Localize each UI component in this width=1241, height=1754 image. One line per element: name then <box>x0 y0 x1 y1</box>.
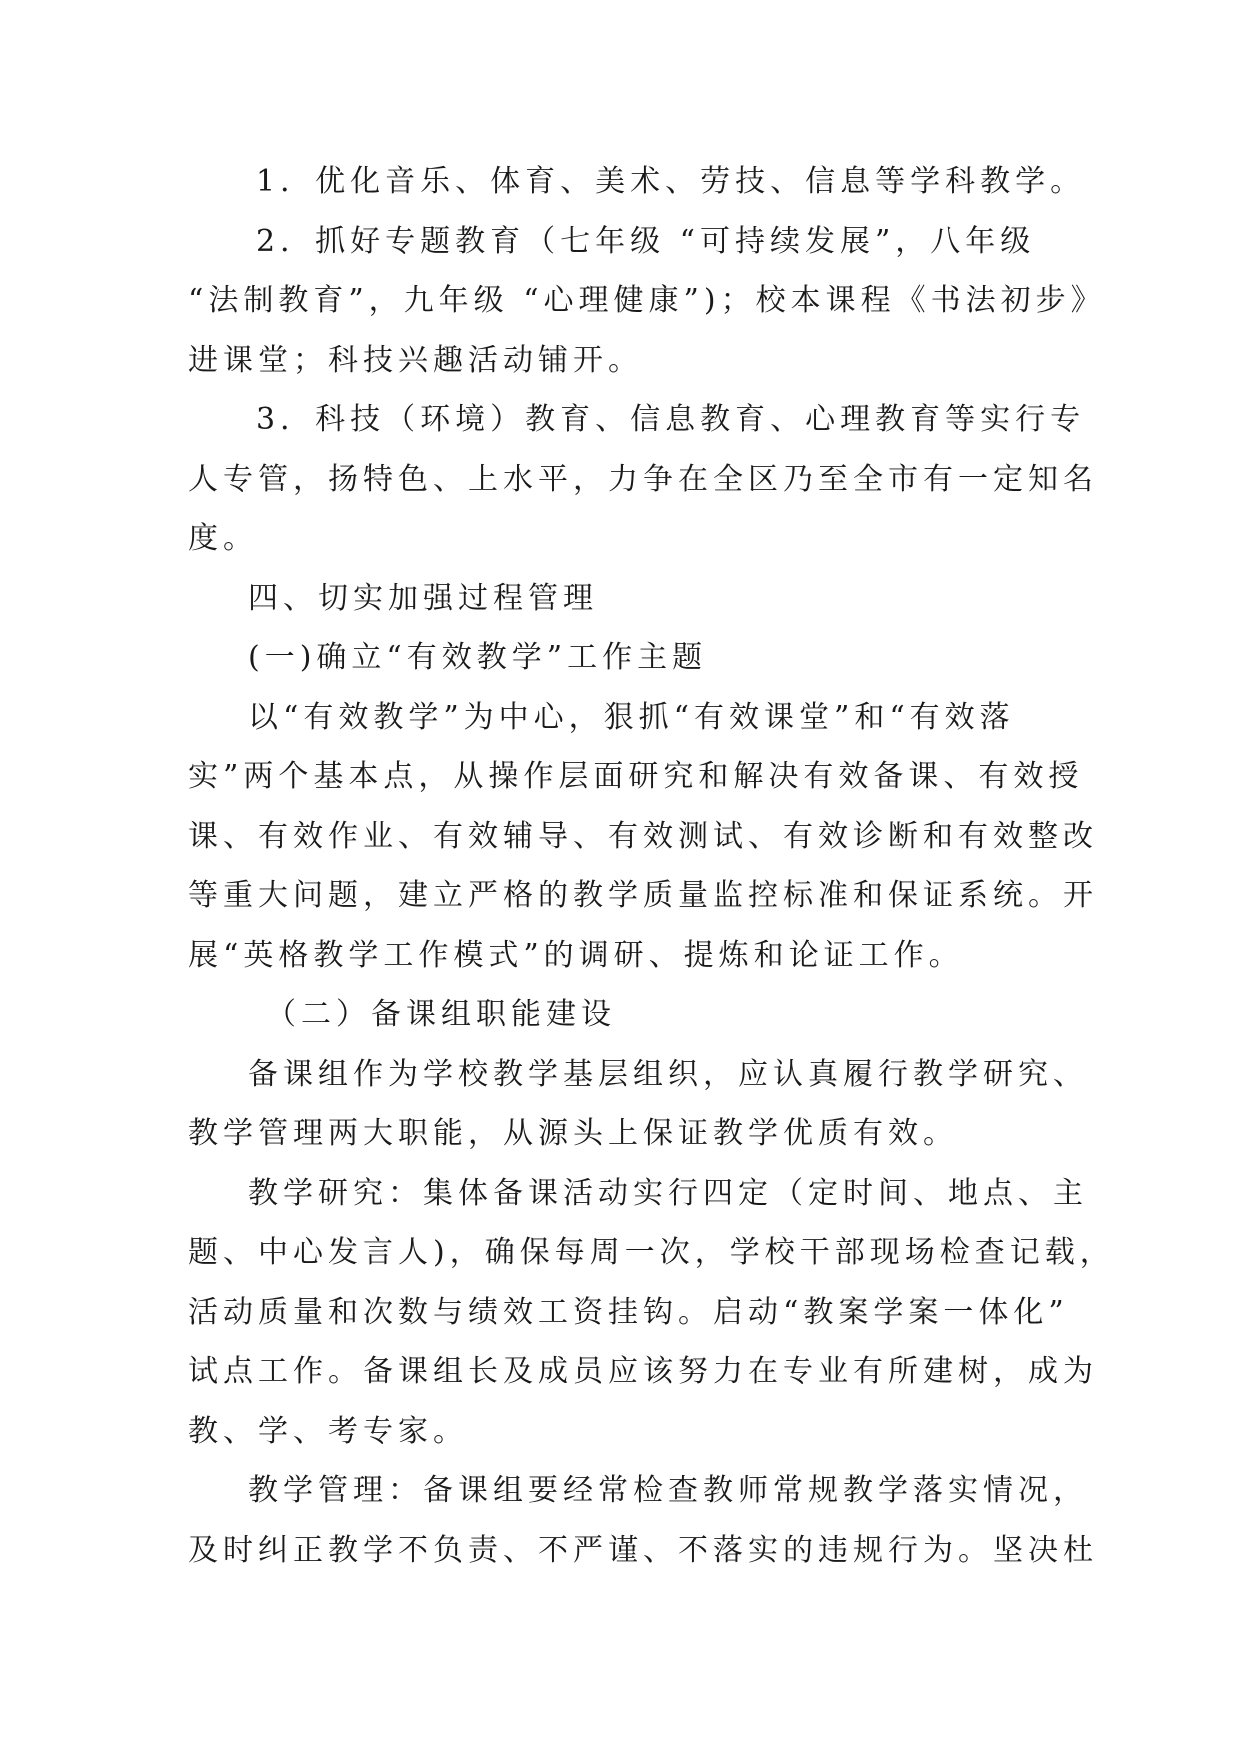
text-line: 度。 <box>188 521 258 556</box>
text-line: 展“英格教学工作模式”的调研、提炼和论证工作。 <box>188 937 964 973</box>
text-line: 课、有效作业、有效辅导、有效测试、有效诊断和有效整改 <box>188 818 1098 854</box>
text-line: 教、学、考专家。 <box>188 1413 468 1449</box>
text-line: 教学管理：备课组要经常检查教师常规教学落实情况， <box>248 1473 1088 1508</box>
document-body <box>188 152 1115 1580</box>
text-line: 教学管理两大职能，从源头上保证教学优质有效。 <box>188 1116 958 1151</box>
subsection-heading: (一)确立“有效教学”工作主题 <box>248 640 708 675</box>
text-line: 人专管，扬特色、上水平，力争在全区乃至全市有一定知名 <box>188 461 1098 497</box>
text-line: 活动质量和次数与绩效工资挂钩。启动“教案学案一体化” <box>188 1294 1069 1330</box>
section-heading: 四、切实加强过程管理 <box>248 580 598 616</box>
text-line: 实”两个基本点，从操作层面研究和解决有效备课、有效授 <box>188 759 1084 794</box>
text-line: 1．优化音乐、体育、美术、劳技、信息等学科教学。 <box>256 164 1086 199</box>
text-line: “法制教育”，九年级 “心理健康”)；校本课程《书法初步》 <box>188 283 1106 318</box>
text-line: 及时纠正教学不负责、不严谨、不落实的违规行为。坚决杜 <box>188 1532 1098 1568</box>
text-line: 3．科技（环境）教育、信息教育、心理教育等实行专 <box>256 402 1086 437</box>
text-line: 备课组作为学校教学基层组织，应认真履行教学研究、 <box>248 1056 1088 1092</box>
text-line: 等重大问题，建立严格的教学质量监控标准和保证系统。开 <box>188 878 1098 913</box>
text-line: 2．抓好专题教育（七年级 “可持续发展”，八年级 <box>256 223 1036 259</box>
text-line: 进课堂；科技兴趣活动铺开。 <box>188 342 643 378</box>
text-line: 题、中心发言人)，确保每周一次，学校干部现场检查记载， <box>188 1235 1115 1270</box>
text-line: 教学研究：集体备课活动实行四定（定时间、地点、主 <box>248 1175 1088 1211</box>
subsection-heading: （二）备课组职能建设 <box>266 997 616 1032</box>
text-line: 以“有效教学”为中心，狠抓“有效课堂”和“有效落 <box>248 699 1015 735</box>
text-line: 试点工作。备课组长及成员应该努力在专业有所建树，成为 <box>188 1354 1098 1389</box>
